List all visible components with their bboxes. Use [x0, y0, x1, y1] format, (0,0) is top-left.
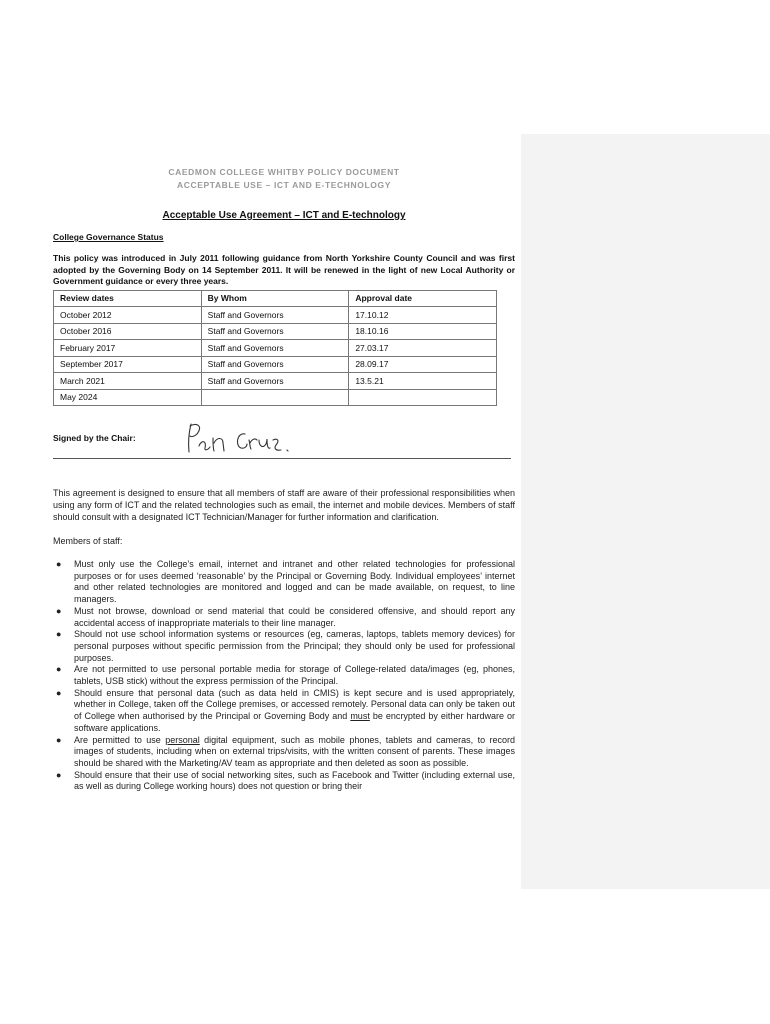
table-cell	[201, 389, 349, 406]
bullet-icon: ●	[56, 687, 62, 698]
table-cell: October 2012	[54, 307, 202, 324]
bullet-icon: ●	[56, 629, 62, 640]
rule-text: Are not permitted to use personal portable media for storage of College-related data/images (eg, phones, tablets, USB stick) without the express permission of the Principal.	[74, 664, 515, 687]
table-row	[54, 307, 497, 324]
rule-text: Are permitted to use	[74, 734, 166, 745]
table-cell: Staff and Governors	[201, 373, 349, 390]
rule-text: Must only use the College’s email, internet and intranet and other related technologies for professional purposes or for uses deemed ‘reasonable’ by the Principal or Governing Body. Individual employees’ internet and other related technologies are monitored and logged and can be made available, on request, to line managers.	[74, 559, 515, 605]
table-row	[54, 389, 497, 406]
list-item	[53, 770, 515, 793]
bullet-icon: ●	[56, 605, 62, 616]
table-cell: September 2017	[54, 356, 202, 373]
table-cell: March 2021	[54, 373, 202, 390]
table-row	[54, 340, 497, 357]
rule-text: Must not browse, download or send material that could be considered offensive, and should report any accidental access of inappropriate materials to their line manager.	[74, 605, 515, 628]
table-header-row	[54, 290, 497, 307]
table-cell: Staff and Governors	[201, 307, 349, 324]
signature-block	[53, 428, 515, 458]
bullet-icon: ●	[56, 559, 62, 569]
policy-header	[53, 166, 515, 192]
table-cell: October 2016	[54, 323, 202, 340]
agreement-paragraph: This agreement is designed to ensure that all members of staff are aware of their professional responsibilities when using any form of ICT and the related technologies such as email, the internet and mobile devices. Members of staff should consult with a designated ICT Technician/Manager for further information and clarification.	[53, 488, 515, 522]
governance-heading: College Governance Status	[53, 232, 164, 242]
table-row	[54, 323, 497, 340]
list-item	[53, 606, 515, 629]
rule-text: digital equipment, such as mobile phones, tablets and cameras, to record images of students, including when on external trips/visits, with the written consent of parents. These images should be shared with the Marketing/AV team as appropriate and then deleted as soon as possible.	[74, 734, 515, 768]
table-cell: Staff and Governors	[201, 340, 349, 357]
table-cell: 28.09.17	[349, 356, 497, 373]
table-cell: 18.10.16	[349, 323, 497, 340]
rule-emphasis: personal	[165, 734, 200, 745]
table-cell: February 2017	[54, 340, 202, 357]
table-cell: 17.10.12	[349, 307, 497, 324]
list-item	[53, 559, 515, 606]
column-header-review-dates: Review dates	[54, 290, 202, 307]
members-heading: Members of staff:	[53, 536, 123, 546]
table-cell: May 2024	[54, 389, 202, 406]
rule-text: Should ensure that personal data (such as data held in CMIS) is kept secure and is used appropriately, whether in College, taken off the College premises, or accessed remotely. Personal data can only be taken out of College when authorised by the Principal or Governing Body and	[74, 687, 515, 722]
bullet-icon: ●	[56, 664, 62, 675]
rule-emphasis: must	[350, 711, 370, 722]
list-item	[53, 629, 515, 664]
document-title: Acceptable Use Agreement – ICT and E-technology	[162, 210, 406, 221]
intro-paragraph: This policy was introduced in July 2011 following guidance from North Yorkshire County Council and was first adopted by the Governing Body on 14 September 2011. It will be renewed in the light of new Local Authority or Government guidance or every three years.	[53, 253, 515, 286]
policy-header-line-1: CAEDMON COLLEGE WHITBY POLICY DOCUMENT	[168, 167, 400, 177]
table-cell: Staff and Governors	[201, 323, 349, 340]
table-row	[54, 373, 497, 390]
column-header-approval-date: Approval date	[349, 290, 497, 307]
comment-pane	[521, 134, 770, 889]
signature-line	[53, 458, 511, 459]
table-row	[54, 356, 497, 373]
rule-text: Should not use school information systems or resources (eg, cameras, laptops, tablets memory devices) for personal purposes without specific permission from the Principal; they should only be used for professional purposes.	[74, 629, 515, 663]
list-item	[53, 664, 515, 687]
table-cell: 27.03.17	[349, 340, 497, 357]
signed-label: Signed by the Chair:	[53, 433, 136, 443]
list-item	[53, 688, 515, 735]
bullet-icon: ●	[56, 769, 62, 780]
rule-text: be encrypted by either hardware or software applications.	[74, 711, 515, 733]
bullet-icon: ●	[56, 734, 62, 745]
table-cell: Staff and Governors	[201, 356, 349, 373]
list-item	[53, 735, 515, 770]
policy-header-line-2: ACCEPTABLE USE – ICT AND E-TECHNOLOGY	[177, 180, 391, 190]
review-table	[53, 290, 497, 407]
rule-text: Should ensure that their use of social networking sites, such as Facebook and Twitter (including external use, as well as during College working hours) does not question or bring their	[74, 769, 515, 792]
table-cell	[349, 389, 497, 406]
table-cell: 13.5.21	[349, 373, 497, 390]
staff-rules-list	[53, 559, 515, 793]
handwritten-signature	[183, 418, 313, 458]
column-header-by-whom: By Whom	[201, 290, 349, 307]
document-content	[53, 166, 515, 793]
